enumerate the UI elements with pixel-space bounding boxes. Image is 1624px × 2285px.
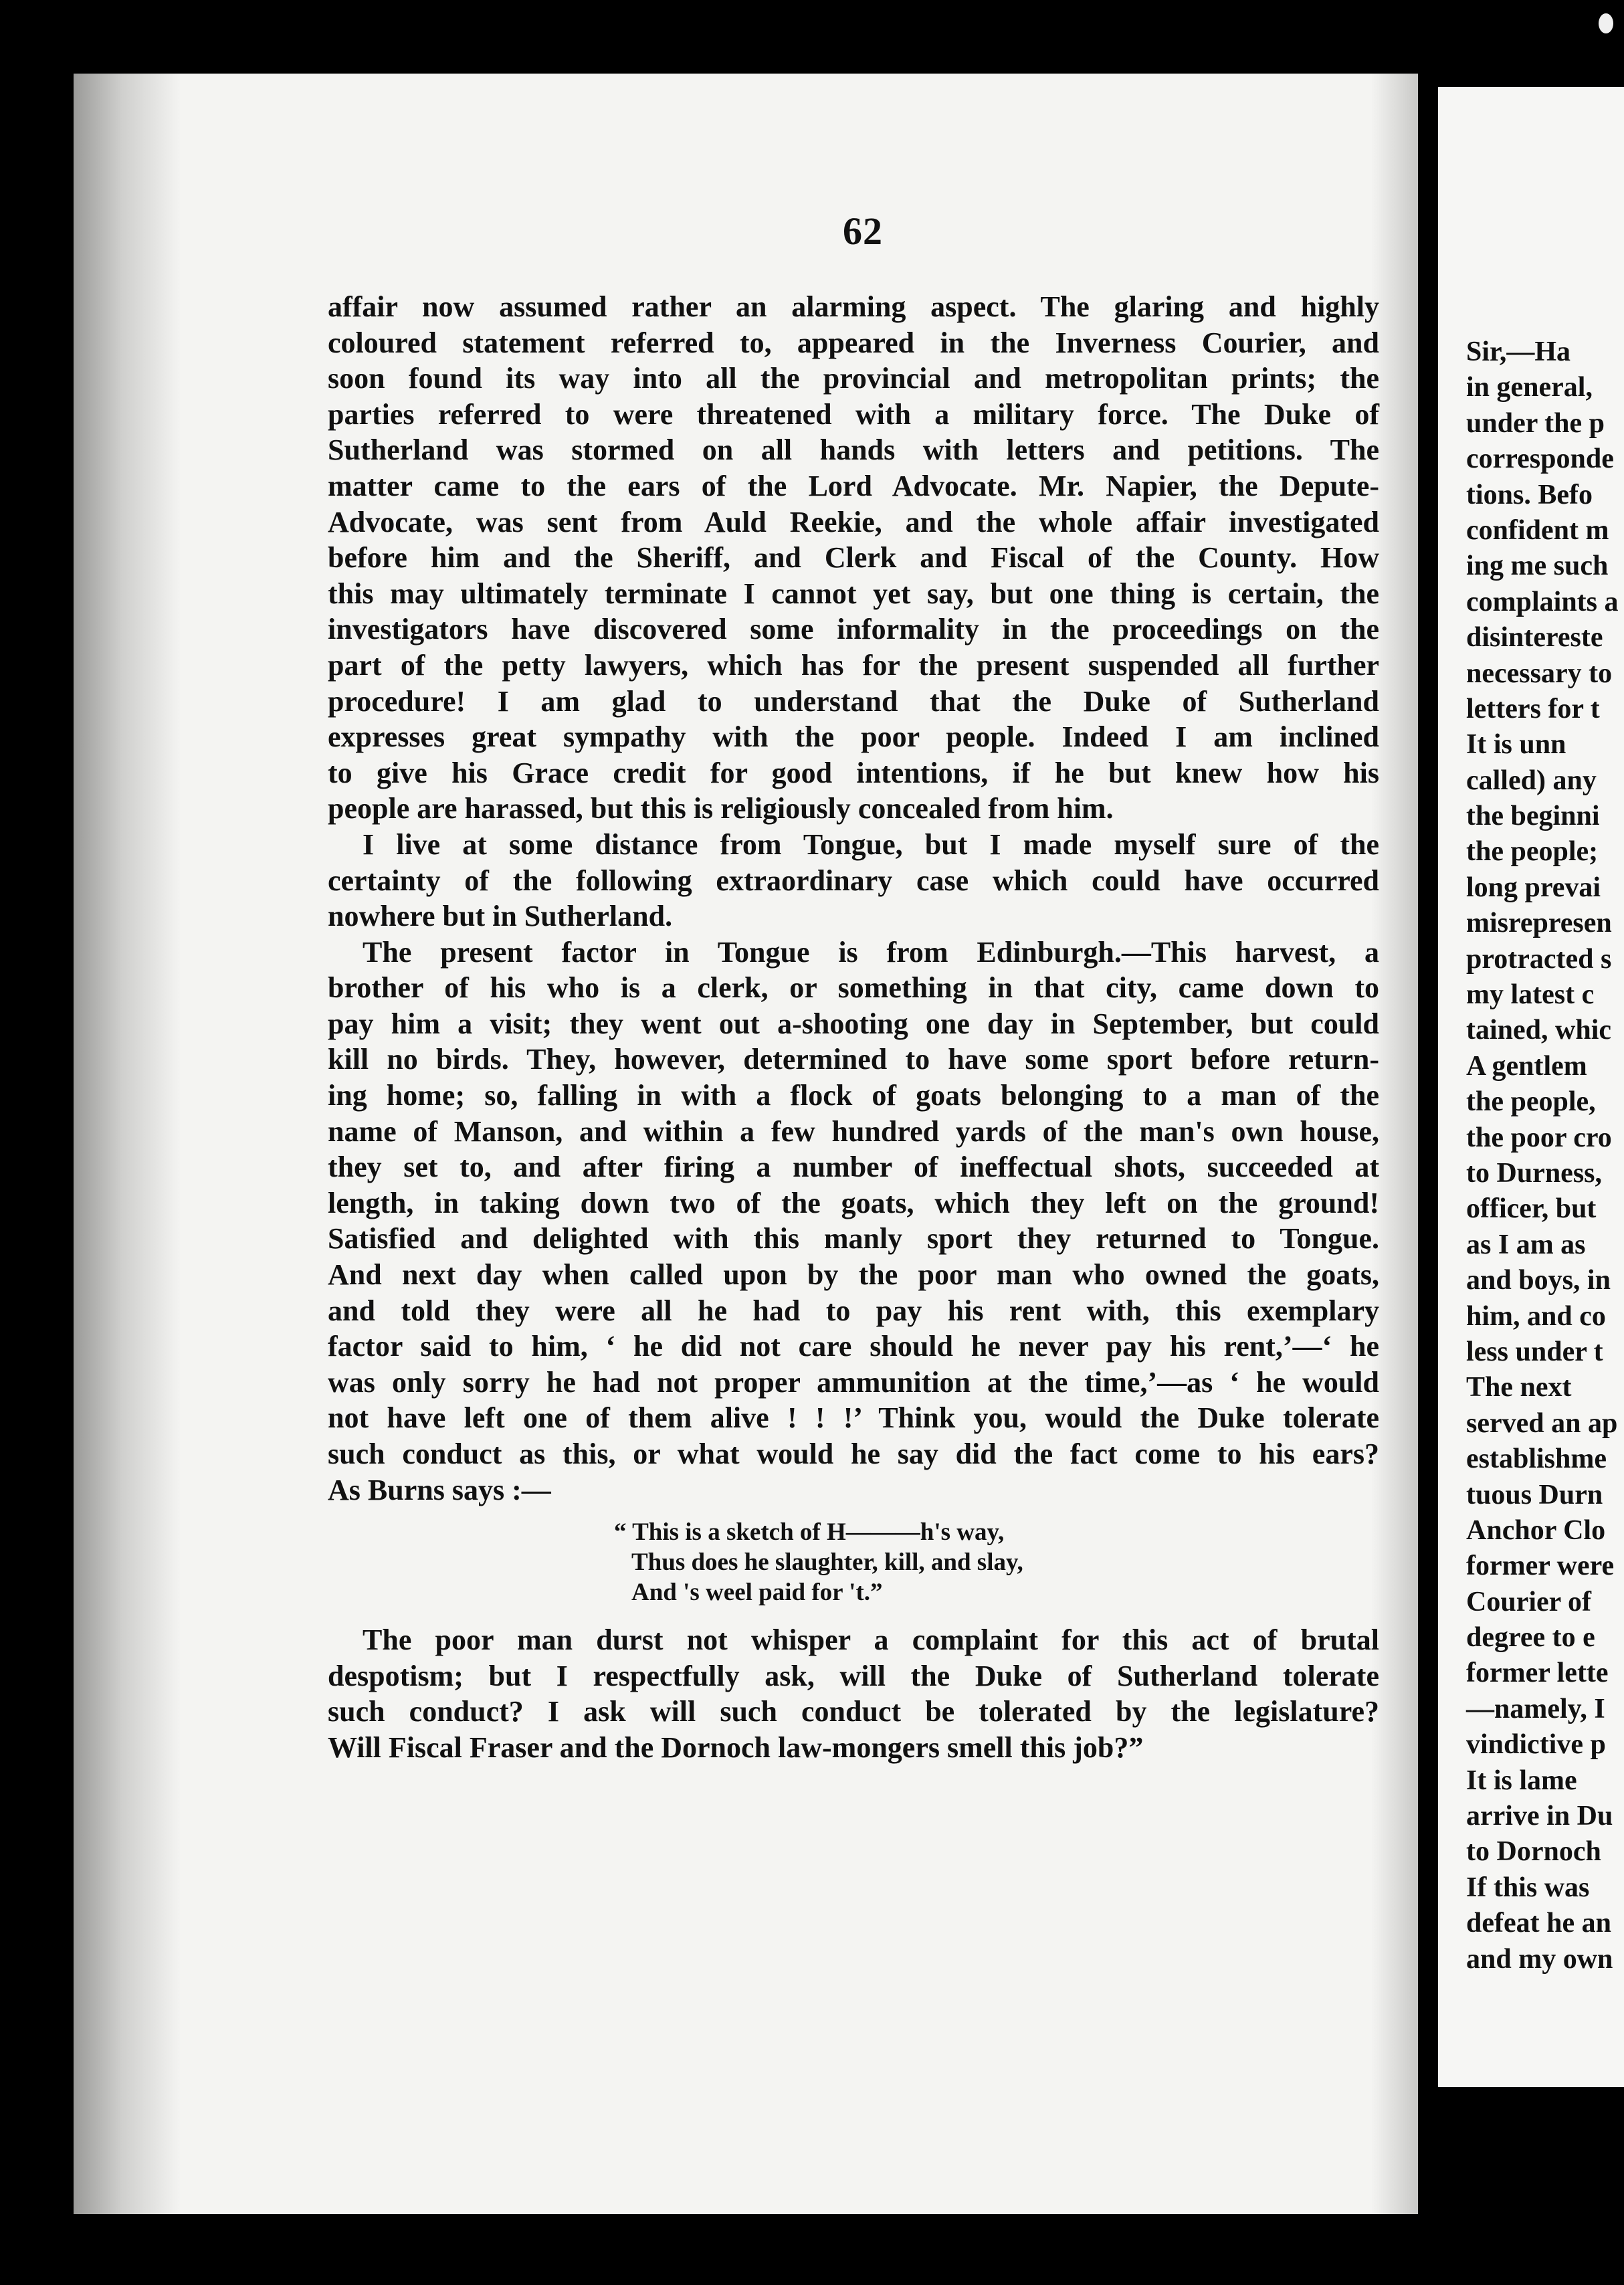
text-line: expresses great sympathy with the poor people. Indeed I am inclined	[328, 720, 1379, 754]
right-page-line: long prevai	[1466, 872, 1601, 903]
corner-mark	[1599, 13, 1613, 33]
right-page-line: misrepresen	[1466, 908, 1612, 939]
text-line: parties referred to were threatened with a military force. The Duke of	[328, 397, 1379, 431]
right-page-line: the beginni	[1466, 801, 1600, 832]
right-page-line: It is unn	[1466, 729, 1566, 761]
right-page-line: tuous Durn	[1466, 1479, 1603, 1510]
right-page-line: Anchor Clo	[1466, 1514, 1606, 1546]
text-line: soon found its way into all the provincial and metropolitan prints; the	[328, 362, 1379, 395]
right-page-line: and my own	[1466, 1943, 1613, 1975]
text-line: Sutherland was stormed on all hands with letters and petitions. The	[328, 433, 1379, 467]
text-line: to give his Grace credit for good intentions, if he but knew how his	[328, 756, 1379, 789]
right-page-line: protracted s	[1466, 943, 1612, 975]
right-page-line: my latest c	[1466, 979, 1595, 1011]
right-page-line: —namely, I	[1466, 1693, 1605, 1724]
right-page-line: former were	[1466, 1551, 1615, 1582]
text-line: before him and the Sheriff, and Clerk and Fiscal of the County. How	[328, 541, 1379, 575]
right-page-line: the poor cro	[1466, 1122, 1612, 1153]
right-page-line: and boys, in	[1466, 1265, 1611, 1296]
right-page-line: tions. Befo	[1466, 479, 1593, 510]
right-page-line: establishme	[1466, 1444, 1607, 1475]
text-line: factor said to him, ‘ he did not care should he never pay his rent,’—‘ he	[328, 1330, 1379, 1363]
text-line: despotism; but I respectfully ask, will the Duke of Sutherland tolerate	[328, 1659, 1379, 1692]
right-page-line: defeat he an	[1466, 1908, 1611, 1939]
text-line: The present factor in Tongue is from Edinburgh.—This harvest, a	[363, 935, 1379, 969]
text-line: part of the petty lawyers, which has for the present suspended all further	[328, 648, 1379, 682]
right-page-line: complaints a	[1466, 586, 1619, 617]
right-page-line: disintereste	[1466, 622, 1603, 654]
text-line: certainty of the following extraordinary case which could have occurred	[328, 864, 1379, 897]
right-page-line: served an ap	[1466, 1407, 1618, 1439]
right-page-line: in general,	[1466, 372, 1593, 403]
text-line: people are harassed, but this is religiously concealed from him.	[328, 792, 1114, 825]
right-page-line: letters for t	[1466, 693, 1600, 724]
text-line: this may ultimately terminate I cannot yet say, but one thing is certain, the	[328, 577, 1379, 610]
text-line: Will Fiscal Fraser and the Dornoch law-mongers smell this job?”	[328, 1730, 1144, 1764]
text-line: affair now assumed rather an alarming aspect. The glaring and highly	[328, 290, 1379, 323]
text-line: matter came to the ears of the Lord Advocate. Mr. Napier, the Depute-	[328, 469, 1379, 502]
right-page-line: officer, but	[1466, 1193, 1597, 1225]
text-line: Advocate, was sent from Auld Reekie, and the whole affair investigated	[328, 505, 1379, 538]
text-line: investigators have discovered some informality in the proceedings on the	[328, 613, 1379, 646]
right-page-line: former lette	[1466, 1658, 1609, 1689]
verse-line: “ This is a sketch of H———h's way,	[614, 1518, 1005, 1546]
right-page-line: less under t	[1466, 1336, 1603, 1367]
right-page-line: Sir,—Ha	[1466, 336, 1570, 367]
right-page-line: The next	[1466, 1372, 1572, 1403]
burns-quotation	[614, 1517, 1023, 1607]
right-page-line: the people,	[1466, 1086, 1596, 1118]
right-page-line: him, and co	[1466, 1300, 1606, 1332]
right-page-line: degree to e	[1466, 1622, 1595, 1654]
text-line: I live at some distance from Tongue, but I made myself sure of the	[363, 827, 1379, 861]
text-line: and told they were all he had to pay his rent with, this exemplary	[328, 1294, 1379, 1327]
right-page-text	[1466, 334, 1619, 1977]
text-line: length, in taking down two of the goats, which they left on the ground!	[328, 1186, 1379, 1219]
text-line: not have left one of them alive ! ! !’ Think you, would the Duke tolerate	[328, 1401, 1379, 1435]
right-page-line: ing me such	[1466, 551, 1609, 582]
text-line: nowhere but in Sutherland.	[328, 900, 673, 933]
text-line: they set to, and after firing a number of ineffectual shots, succeeded at	[328, 1151, 1379, 1184]
text-line: procedure! I am glad to understand that the Duke of Sutherland	[328, 684, 1379, 718]
gutter-shadow	[74, 74, 181, 2214]
body-text-bottom	[328, 1622, 1379, 1765]
text-line: The poor man durst not whisper a complaint for this act of brutal	[363, 1623, 1379, 1656]
verse-line: And 's weel paid for 't.”	[631, 1579, 883, 1606]
text-line: coloured statement referred to, appeared in the Inverness Courier, and	[328, 326, 1379, 359]
text-line: such conduct as this, or what would he say did the fact come to his ears?	[328, 1437, 1379, 1470]
page-number: 62	[843, 209, 883, 253]
right-page-line: vindictive p	[1466, 1729, 1606, 1761]
text-line: And next day when called upon by the poor man who owned the goats,	[328, 1258, 1379, 1292]
right-page-line: the people;	[1466, 836, 1599, 868]
right-page-line: corresponde	[1466, 443, 1614, 475]
right-page-line: necessary to	[1466, 658, 1613, 689]
right-page-line: It is lame	[1466, 1765, 1577, 1796]
right-page-line: arrive in Du	[1466, 1801, 1613, 1832]
right-page-line: confident m	[1466, 514, 1609, 546]
text-line: ing home; so, falling in with a flock of goats belonging to a man of the	[328, 1079, 1379, 1112]
text-line: kill no birds. They, however, determined to have some sport before return-	[328, 1043, 1379, 1076]
right-page-line: to Durness,	[1466, 1157, 1603, 1189]
text-line: name of Manson, and within a few hundred yards of the man's own house,	[328, 1114, 1379, 1148]
right-page-line: as I am as	[1466, 1229, 1586, 1260]
text-line: As Burns says :—	[328, 1473, 551, 1506]
text-line: such conduct? I ask will such conduct be tolerated by the legislature?	[328, 1695, 1379, 1728]
right-page-line: tained, whic	[1466, 1015, 1612, 1046]
verse-line: Thus does he slaughter, kill, and slay,	[631, 1549, 1023, 1576]
right-page-line: A gentlem	[1466, 1050, 1587, 1082]
right-page-line: under the p	[1466, 407, 1605, 439]
right-page-line: If this was	[1466, 1872, 1590, 1903]
text-line: pay him a visit; they went out a-shooting one day in September, but could	[328, 1007, 1379, 1040]
text-line: was only sorry he had not proper ammunition at the time,’—as ‘ he would	[328, 1365, 1379, 1399]
right-page-line: Courier of	[1466, 1586, 1592, 1617]
text-line: Satisfied and delighted with this manly sport they returned to Tongue.	[328, 1222, 1379, 1256]
right-page-line: to Dornoch	[1466, 1836, 1601, 1868]
text-line: brother of his who is a clerk, or something in that city, came down to	[328, 971, 1379, 1005]
right-page-line: called) any	[1466, 765, 1597, 796]
body-text-top	[328, 289, 1379, 1508]
right-page-fragment	[1438, 87, 1624, 2087]
